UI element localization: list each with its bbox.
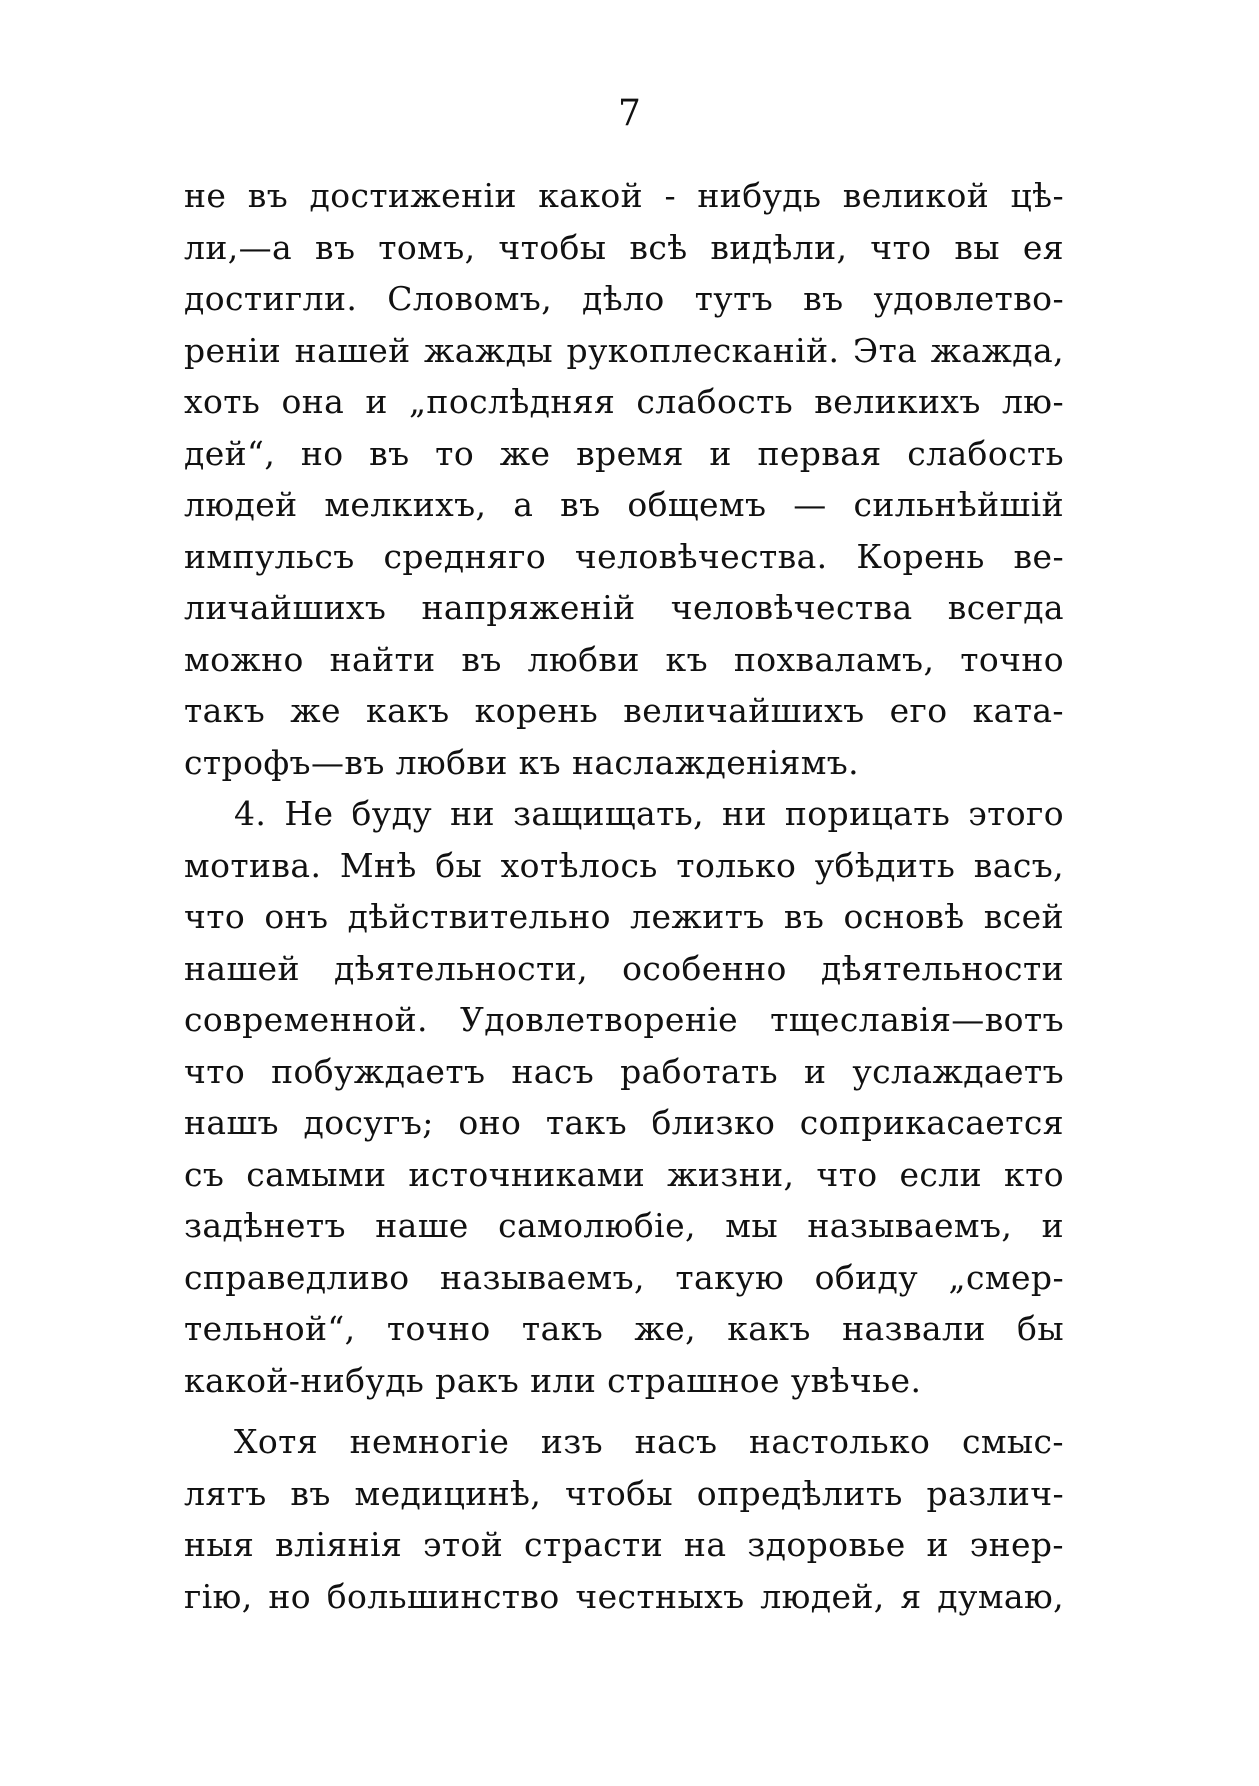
text-line: не въ достиженіи какой - нибудь великой цѣ- <box>184 176 1064 215</box>
text-line: можно найти въ любви къ похваламъ, точно <box>184 639 1064 679</box>
text-line: современной. Удовлетвореніе тщеславія—вотъ <box>184 1000 1064 1039</box>
text-line: лятъ въ медицинѣ, чтобы опредѣлить различ- <box>184 1473 1064 1513</box>
paragraph-gap <box>184 1406 1064 1416</box>
text-line: съ самыми источниками жизни, что если кто <box>184 1154 1064 1194</box>
text-line: импульсъ средняго человѣчества. Корень ве- <box>184 536 1064 576</box>
text-line: что побуждаетъ насъ работать и услаждаетъ <box>184 1051 1064 1091</box>
text-line: дей“, но въ то же время и первая слабость <box>184 433 1064 473</box>
text-line: мотива. Мнѣ бы хотѣлось только убѣдить васъ, <box>184 845 1064 885</box>
text-line: такъ же какъ корень величайшихъ его ката- <box>184 691 1064 730</box>
text-line: личайшихъ напряженій человѣчества всегда <box>184 588 1064 627</box>
text-line: людей мелкихъ, а въ общемъ — сильнѣйшій <box>184 485 1064 524</box>
text-line: задѣнетъ наше самолюбіе, мы называемъ, и <box>184 1206 1064 1245</box>
page-number: 7 <box>618 93 641 134</box>
text-line: ныя вліянія этой страсти на здоровье и энер- <box>184 1525 1064 1564</box>
text-line: нашей дѣятельности, особенно дѣятельности <box>184 948 1064 988</box>
text-line: достигли. Словомъ, дѣло тутъ въ удовлетво- <box>184 279 1064 318</box>
paragraph-start-line: 4. Не буду ни защищать, ни порицать этого <box>234 794 1064 833</box>
body-text <box>184 170 1064 1622</box>
text-line: нашъ досугъ; оно такъ близко соприкасается <box>184 1103 1064 1142</box>
text-line: что онъ дѣйствительно лежитъ въ основѣ всей <box>184 897 1064 936</box>
text-line: какой-нибудь ракъ или страшное увѣчье. <box>184 1360 922 1400</box>
text-line: справедливо называемъ, такую обиду „смер- <box>184 1257 1064 1297</box>
paragraph-start-line: Хотя немногіе изъ насъ настолько смыс- <box>234 1422 1064 1461</box>
text-line: ли,—а въ томъ, чтобы всѣ видѣли, что вы ея <box>184 227 1064 267</box>
text-line: гію, но большинство честныхъ людей, я думаю, <box>184 1576 1064 1616</box>
text-line: реніи нашей жажды рукоплесканій. Эта жажда, <box>184 330 1064 370</box>
text-line: тельной“, точно такъ же, какъ назвали бы <box>184 1309 1064 1348</box>
text-line: хоть она и „послѣдняя слабость великихъ лю- <box>184 382 1064 421</box>
text-line: строфъ—въ любви къ наслажденіямъ. <box>184 742 860 782</box>
